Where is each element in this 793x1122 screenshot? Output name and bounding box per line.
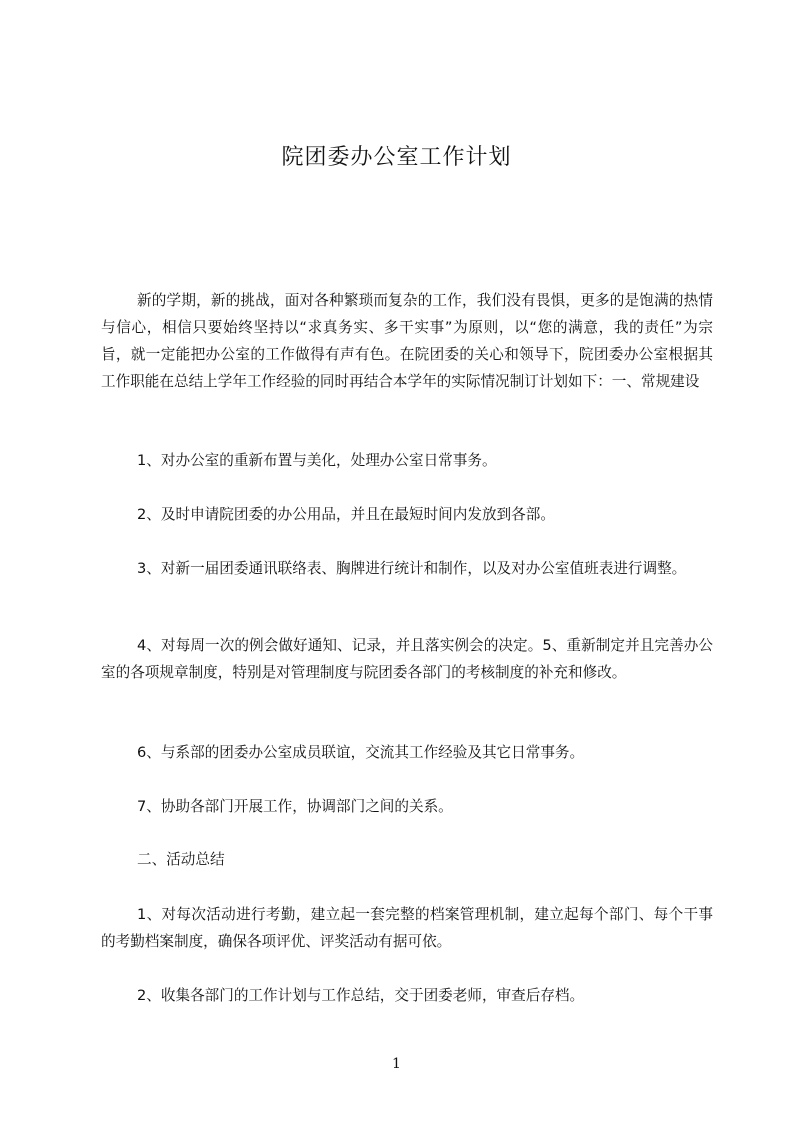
list-item: 6、与系部的团委办公室成员联谊，交流其工作经验及其它日常事务。 xyxy=(137,744,585,761)
list-item: 2、及时申请院团委的办公用品，并且在最短时间内发放到各部。 xyxy=(137,506,555,523)
list-item: 4、对每周一次的例会做好通知、记录，并且落实例会的决定。5、重新制定并且完善办公室的各项规章制度，特别是对管理制度与院团委各部门的考核制度的补充和修改。 xyxy=(101,637,713,681)
list-item: 2、收集各部门的工作计划与工作总结，交于团委老师，审查后存档。 xyxy=(137,987,585,1004)
list-item: 7、协助各部门开展工作，协调部门之间的关系。 xyxy=(137,798,453,815)
list-item: 3、对新一届团委通讯联络表、胸牌进行统计和制作，以及对办公室值班表进行调整。 xyxy=(137,560,687,577)
section-heading: 二、活动总结 xyxy=(137,851,225,868)
page-number: 1 xyxy=(392,1056,401,1072)
page-title: 院团委办公室工作计划 xyxy=(281,145,512,170)
intro-paragraph: 新的学期，新的挑战，面对各种繁琐而复杂的工作，我们没有畏惧，更多的是饱满的热情与信心，相信只要始终坚持以“求真务实、多干实事”为原则，以“您的满意，我的责任”为宗旨，就一定能把办公室的工作做得有声有色。在院团委的关心和领导下，院团委办公室根据其工作职能在总结上学年工作经验的同时再结合本学年的实际情况制订计划如下：一、常规建设 xyxy=(101,292,713,390)
list-item: 1、对每次活动进行考勤，建立起一套完整的档案管理机制，建立起每个部门、每个干事的考勤档案制度，确保各项评优、评奖活动有据可依。 xyxy=(101,906,713,950)
list-item: 1、对办公室的重新布置与美化，处理办公室日常事务。 xyxy=(137,452,497,469)
